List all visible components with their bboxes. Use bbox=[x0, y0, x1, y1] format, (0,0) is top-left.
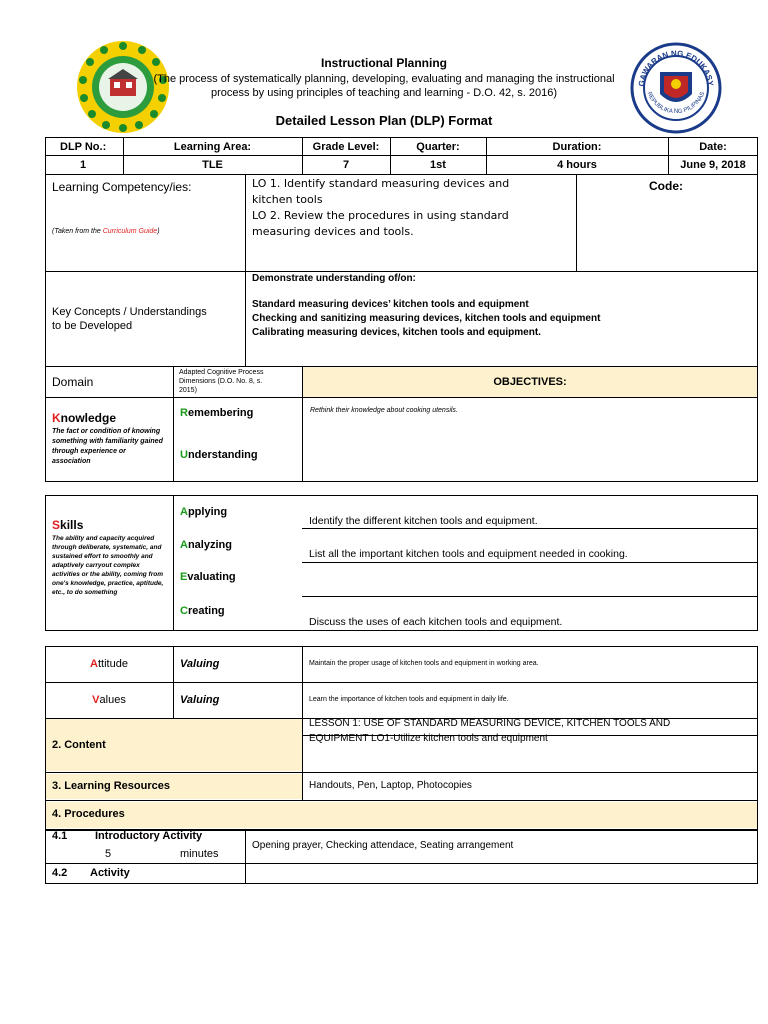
info-label-quarter: Quarter: bbox=[416, 141, 460, 153]
page-title: Instructional Planning bbox=[320, 56, 447, 70]
activity-number: 4.2 bbox=[52, 867, 68, 879]
lo2-line1: LO 2. Review the procedures in using standard bbox=[252, 209, 509, 222]
domain-label: Domain bbox=[52, 375, 94, 389]
attitude-objective: Maintain the proper usage of kitchen tools and equipment in working area. bbox=[309, 660, 539, 667]
concept-item-1: Standard measuring devices’ kitchen tools and equipment bbox=[252, 299, 529, 310]
concept-item-2: Checking and sanitizing measuring devices, kitchen tools and equipment bbox=[252, 313, 601, 324]
seal-text: GAWARAN NG EDUKASY bbox=[636, 48, 716, 88]
knowledge-description: The fact or condition of knowing something with familiarity gained through experience or association bbox=[52, 428, 163, 465]
evaluating-label: Evaluating bbox=[180, 571, 236, 583]
analyzing-objective: List all the important kitchen tools and equipment needed in cooking. bbox=[309, 548, 628, 560]
attitude-process: Valuing bbox=[180, 658, 220, 670]
concepts-heading: Demonstrate understanding of/on: bbox=[252, 273, 416, 284]
lo1-line2: kitchen tools bbox=[252, 193, 323, 206]
knowledge-label: Knowledge bbox=[52, 411, 117, 425]
info-value-date: June 9, 2018 bbox=[680, 159, 746, 171]
info-label-date: Date: bbox=[699, 141, 727, 153]
skills-label: Skills bbox=[52, 518, 84, 532]
info-label-duration: Duration: bbox=[552, 141, 602, 153]
info-value-dlp-no: 1 bbox=[80, 159, 87, 171]
understanding-label: Understanding bbox=[180, 449, 258, 461]
adapted-line2: Dimensions (D.O. No. 8, s. bbox=[179, 378, 263, 385]
lo1-line1: LO 1. Identify standard measuring devices and bbox=[252, 177, 510, 190]
info-label-grade-level: Grade Level: bbox=[312, 141, 380, 153]
analyzing-label: Analyzing bbox=[180, 539, 232, 551]
objectives-heading: OBJECTIVES: bbox=[493, 376, 567, 388]
procedures-label: 4. Procedures bbox=[52, 808, 125, 820]
code-label: Code: bbox=[649, 179, 683, 193]
values-objective: Learn the importance of kitchen tools and equipment in daily life. bbox=[309, 696, 509, 703]
creating-label: Creating bbox=[180, 605, 225, 617]
info-value-learning-area: TLE bbox=[202, 159, 223, 171]
info-label-dlp-no: DLP No.: bbox=[60, 141, 107, 153]
content-label: 2. Content bbox=[52, 739, 106, 751]
intro-activity-minutes-number: 5 bbox=[105, 848, 112, 860]
lo2-line2: measuring devices and tools. bbox=[252, 225, 414, 238]
curriculum-guide-note: (Taken from the Curriculum Guide) bbox=[52, 228, 160, 235]
creating-objective: Discuss the uses of each kitchen tools and equipment. bbox=[309, 616, 563, 628]
competency-label: Learning Competency/ies: bbox=[52, 180, 192, 194]
format-title: Detailed Lesson Plan (DLP) Format bbox=[275, 113, 493, 128]
intro-activity-minutes-label: minutes bbox=[180, 848, 219, 860]
resources-value: Handouts, Pen, Laptop, Photocopies bbox=[309, 780, 472, 791]
content-line2: EQUIPMENT LO1-Utilize kitchen tools and equipment bbox=[309, 733, 548, 744]
knowledge-objective: Rethink their knowledge about cooking utensils. bbox=[310, 407, 458, 414]
info-label-learning-area: Learning Area: bbox=[173, 141, 252, 153]
remembering-label: Remembering bbox=[180, 407, 254, 419]
info-value-duration: 4 hours bbox=[557, 159, 597, 171]
intro-activity-number: 4.1 bbox=[52, 830, 68, 842]
applying-label: Applying bbox=[180, 506, 228, 518]
page-subtitle-line1: (The process of systematically planning, developing, evaluating and managing the instructional bbox=[153, 73, 615, 85]
applying-objective: Identify the different kitchen tools and equipment. bbox=[309, 515, 538, 527]
intro-activity-label: Introductory Activity bbox=[95, 830, 203, 842]
concepts-label-line1: Key Concepts / Understandings bbox=[52, 306, 207, 318]
activity-label: Activity bbox=[90, 867, 130, 879]
values-process: Valuing bbox=[180, 694, 220, 706]
page-subtitle-line2: process by using principles of teaching and learning - D.O. 42, s. 2016) bbox=[210, 87, 558, 99]
values-label: Values bbox=[92, 694, 126, 706]
concept-item-3: Calibrating measuring devices, kitchen tools and equipment. bbox=[252, 327, 541, 338]
skills-description: The ability and capacity acquired through deliberate, systematic, and sustained effort to smoothly and adaptively carryout complex activities or the ability, coming from one's knowledge, practice, aptitude, etc., to do something bbox=[52, 535, 164, 596]
attitude-label: Attitude bbox=[90, 658, 128, 670]
adapted-line1: Adapted Cognitive Process bbox=[179, 369, 264, 376]
intro-activity-value: Opening prayer, Checking attendace, Seating arrangement bbox=[252, 840, 514, 851]
info-value-grade-level: 7 bbox=[342, 159, 350, 171]
adapted-line3: 2015) bbox=[179, 387, 197, 394]
resources-label: 3. Learning Resources bbox=[52, 780, 170, 792]
info-value-quarter: 1st bbox=[430, 159, 446, 171]
content-line1: LESSON 1: USE OF STANDARD MEASURING DEVICE, KITCHEN TOOLS AND bbox=[309, 718, 671, 729]
seal-text-bottom: REPUBLIKA NG PILIPINAS bbox=[645, 91, 707, 116]
concepts-label-line2: to be Developed bbox=[52, 320, 133, 332]
